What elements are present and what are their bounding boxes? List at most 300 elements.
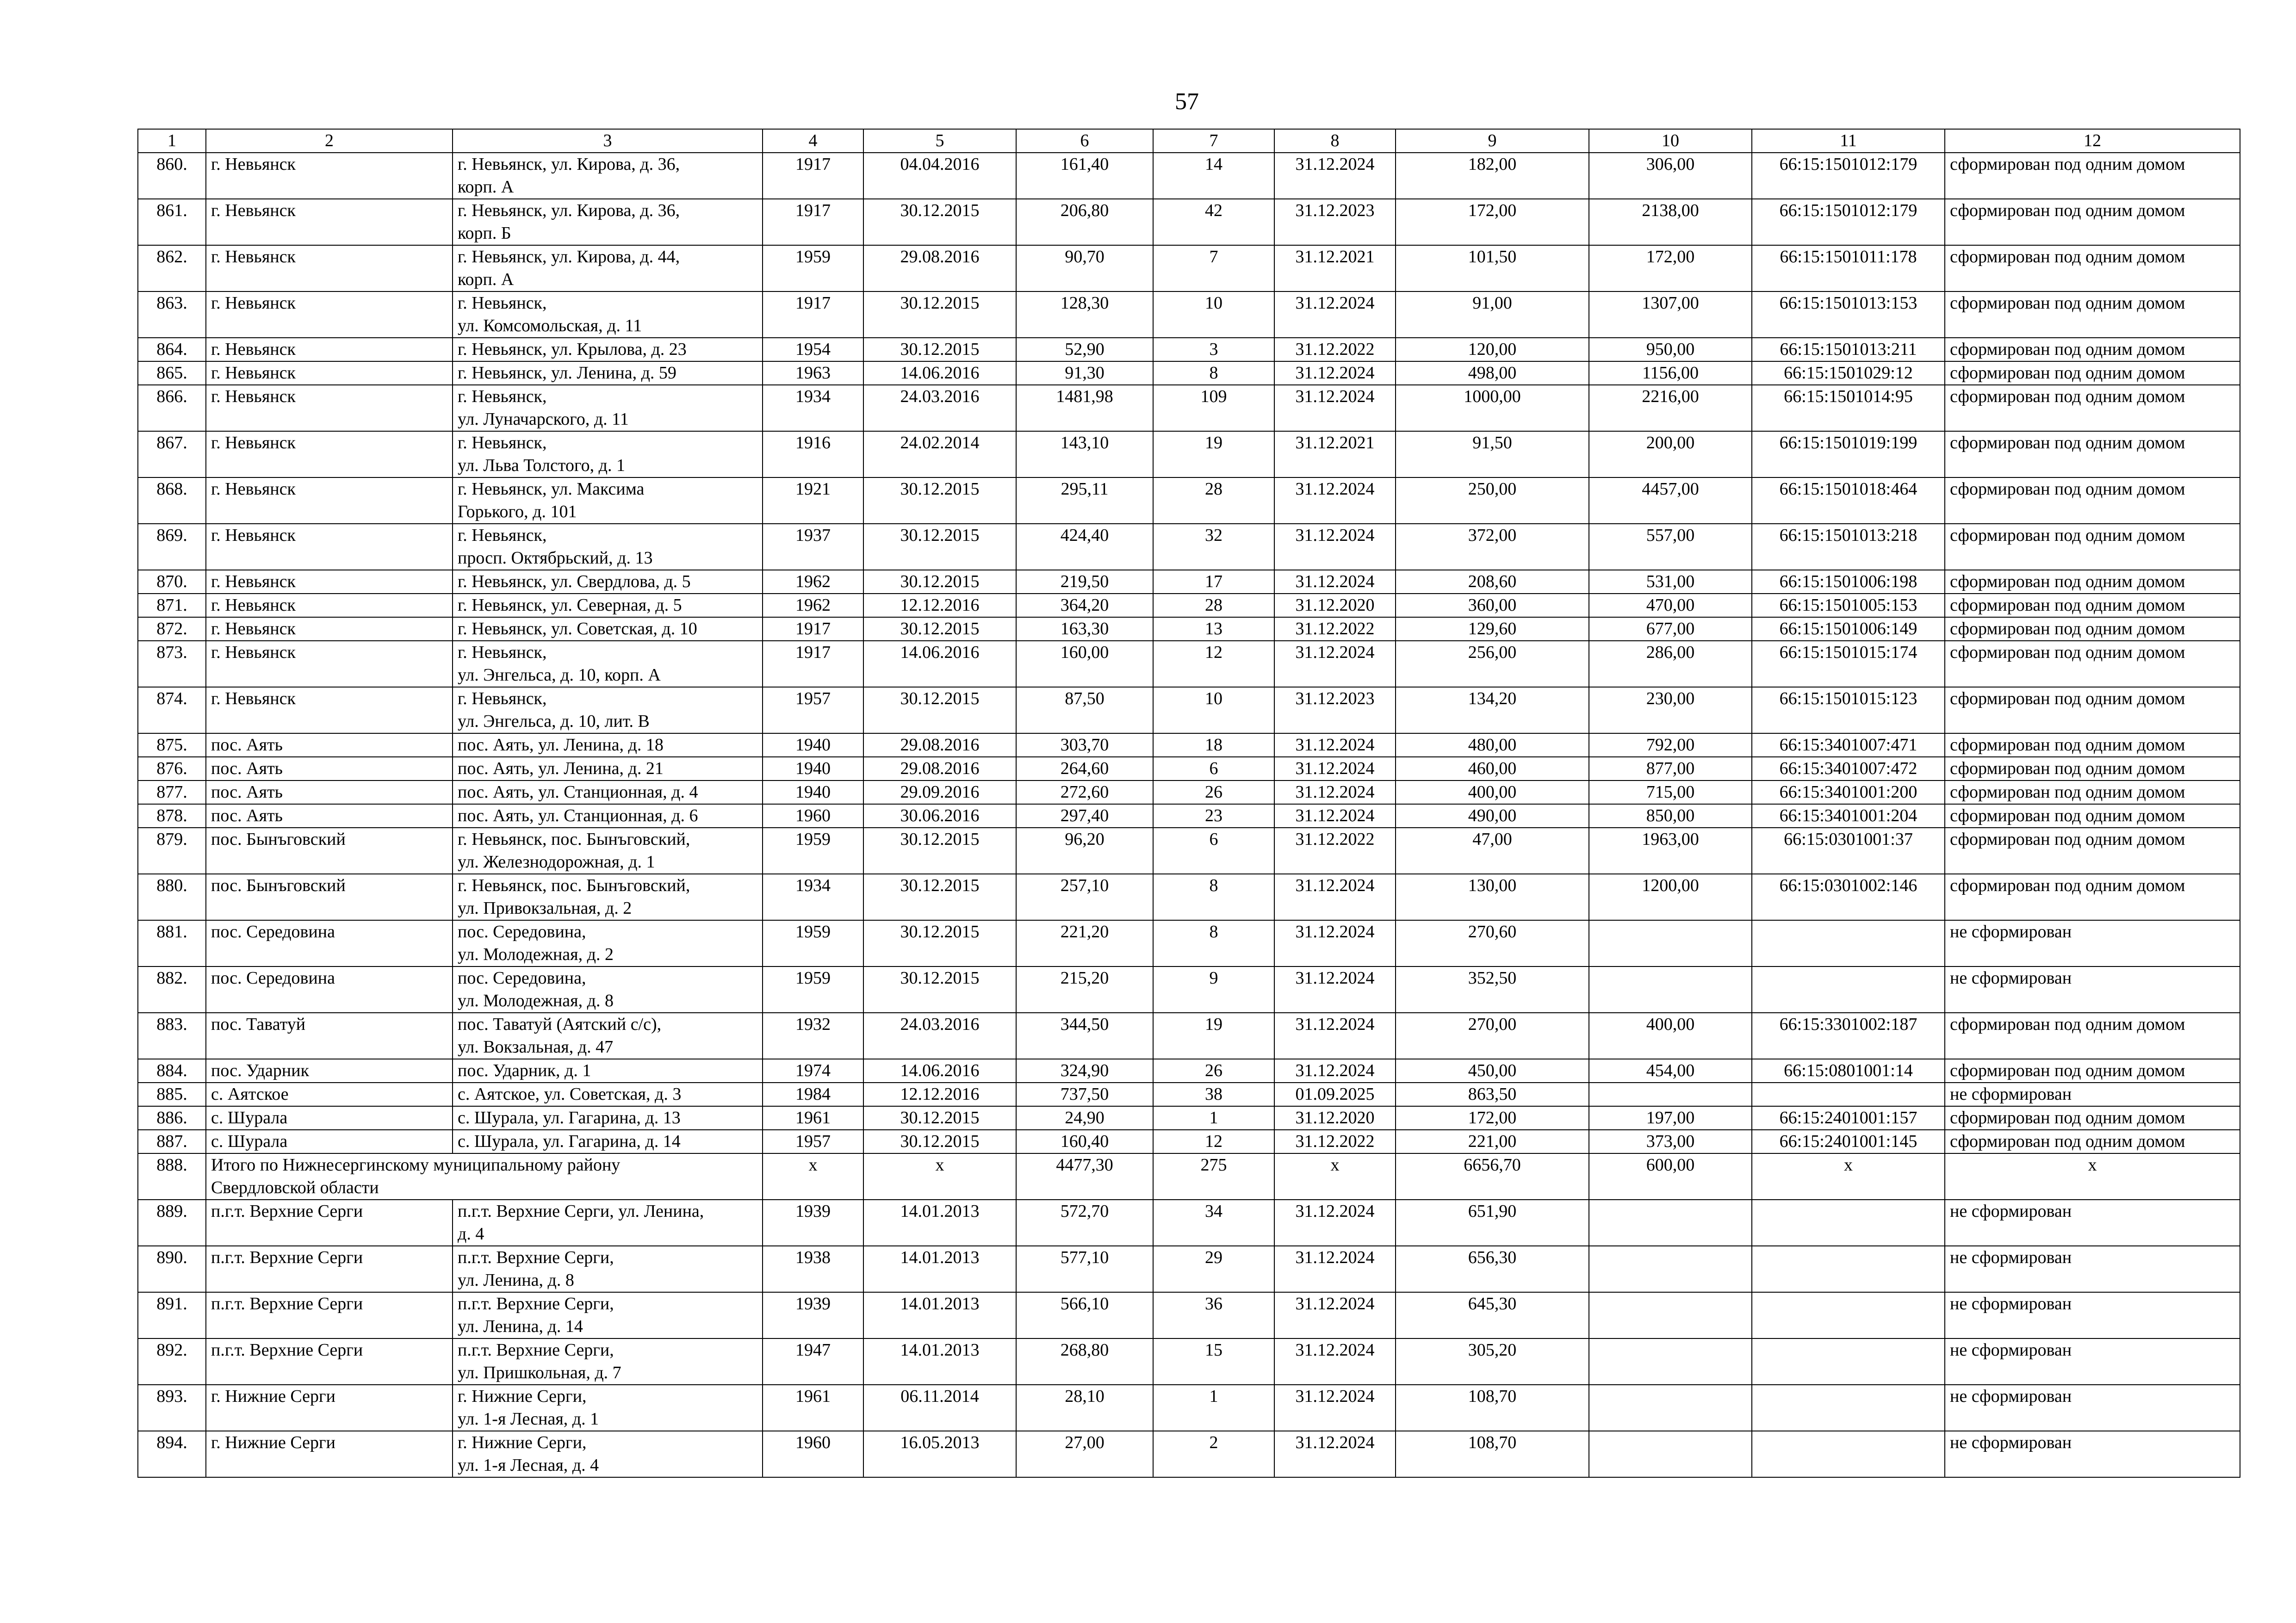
total-row <box>138 1153 2240 1200</box>
cell-row-number: 891. <box>138 1292 206 1338</box>
cell-date: 04.04.2016 <box>863 153 1016 199</box>
cell-cadastral-number: 66:15:1501018:464 <box>1752 477 1945 524</box>
cell-year-built: 1917 <box>763 153 863 199</box>
cell-value-9: 172,00 <box>1396 1106 1589 1130</box>
cell-year-built: 1939 <box>763 1292 863 1338</box>
cell-value-9: 270,60 <box>1396 920 1589 966</box>
cell-value-10: 286,00 <box>1589 641 1752 687</box>
cell-residents: 26 <box>1153 781 1274 804</box>
cell-cadastral-number <box>1752 1292 1945 1338</box>
cell-value-9: 656,30 <box>1396 1246 1589 1292</box>
cell-residents: 12 <box>1153 641 1274 687</box>
cell-value-10 <box>1589 1246 1752 1292</box>
cell-deadline: 31.12.2024 <box>1274 1200 1396 1246</box>
cell-cadastral-number: 66:15:3301002:187 <box>1752 1013 1945 1059</box>
cell-row-number: 862. <box>138 245 206 291</box>
cell-address: г. Невьянск, ул. Кирова, д. 36, корп. Б <box>453 199 763 245</box>
table-row <box>138 1130 2240 1153</box>
cell-address: с. Шурала, ул. Гагарина, д. 14 <box>453 1130 763 1153</box>
cell-year-built: 1940 <box>763 733 863 757</box>
cell-address: п.г.т. Верхние Серги, ул. Пришкольная, д. 7 <box>453 1338 763 1385</box>
cell-deadline: 31.12.2020 <box>1274 1106 1396 1130</box>
column-header: 5 <box>863 129 1016 153</box>
cell-cadastral-number: 66:15:1501015:174 <box>1752 641 1945 687</box>
cell-year-built: 1959 <box>763 828 863 874</box>
cell-residents: 29 <box>1153 1246 1274 1292</box>
cell-value-10: 2216,00 <box>1589 385 1752 431</box>
cell-area: 143,10 <box>1016 431 1153 477</box>
cell-value-9: 130,00 <box>1396 874 1589 920</box>
cell-value-9: 645,30 <box>1396 1292 1589 1338</box>
cell-cadastral-number: 66:15:1501015:123 <box>1752 687 1945 733</box>
cell-address: п.г.т. Верхние Серги, ул. Ленина, д. 4 <box>453 1200 763 1246</box>
cell-settlement: пос. Бынъговский <box>206 828 453 874</box>
cell-deadline: 31.12.2024 <box>1274 1385 1396 1431</box>
cell-date: 30.12.2015 <box>863 338 1016 361</box>
cell-row-number: 886. <box>138 1106 206 1130</box>
cell-row-number: 879. <box>138 828 206 874</box>
cell-residents: 14 <box>1153 153 1274 199</box>
cell-land-status: сформирован под одним домом <box>1945 338 2240 361</box>
cell-residents: 17 <box>1153 570 1274 594</box>
cell-settlement: с. Аятское <box>206 1083 453 1106</box>
cell-value-10 <box>1589 1200 1752 1246</box>
column-header: 4 <box>763 129 863 153</box>
total-cadastral-number: x <box>1752 1153 1945 1200</box>
cell-value-9: 134,20 <box>1396 687 1589 733</box>
cell-row-number: 873. <box>138 641 206 687</box>
cell-land-status: не сформирован <box>1945 920 2240 966</box>
cell-row-number: 861. <box>138 199 206 245</box>
total-residents: 275 <box>1153 1153 1274 1200</box>
cell-value-9: 305,20 <box>1396 1338 1589 1385</box>
table-row <box>138 757 2240 781</box>
cell-area: 566,10 <box>1016 1292 1153 1338</box>
table-row <box>138 828 2240 874</box>
cell-deadline: 31.12.2020 <box>1274 594 1396 617</box>
cell-residents: 13 <box>1153 617 1274 641</box>
cell-residents: 8 <box>1153 361 1274 385</box>
cell-area: 28,10 <box>1016 1385 1153 1431</box>
cell-year-built: 1932 <box>763 1013 863 1059</box>
cell-cadastral-number: 66:15:0301001:37 <box>1752 828 1945 874</box>
cell-cadastral-number: 66:15:1501013:218 <box>1752 524 1945 570</box>
table-row <box>138 617 2240 641</box>
total-date: x <box>863 1153 1016 1200</box>
cell-address: пос. Середовина, ул. Молодежная, д. 2 <box>453 920 763 966</box>
table-row <box>138 920 2240 966</box>
column-header: 1 <box>138 129 206 153</box>
cell-year-built: 1959 <box>763 245 863 291</box>
cell-residents: 10 <box>1153 687 1274 733</box>
cell-value-10 <box>1589 1338 1752 1385</box>
cell-year-built: 1940 <box>763 781 863 804</box>
cell-address: г. Нижние Серги, ул. 1-я Лесная, д. 4 <box>453 1431 763 1477</box>
cell-residents: 34 <box>1153 1200 1274 1246</box>
cell-value-10: 950,00 <box>1589 338 1752 361</box>
cell-value-10: 400,00 <box>1589 1013 1752 1059</box>
cell-residents: 28 <box>1153 477 1274 524</box>
header-row <box>138 129 2240 153</box>
cell-row-number: 894. <box>138 1431 206 1477</box>
cell-settlement: г. Невьянск <box>206 199 453 245</box>
cell-deadline: 31.12.2023 <box>1274 687 1396 733</box>
cell-land-status: не сформирован <box>1945 1292 2240 1338</box>
cell-cadastral-number: 66:15:3401001:200 <box>1752 781 1945 804</box>
cell-address: г. Невьянск, ул. Ленина, д. 59 <box>453 361 763 385</box>
cell-deadline: 31.12.2022 <box>1274 617 1396 641</box>
cell-land-status: сформирован под одним домом <box>1945 1059 2240 1083</box>
cell-land-status: не сформирован <box>1945 1431 2240 1477</box>
cell-row-number: 878. <box>138 804 206 828</box>
cell-address: г. Невьянск, ул. Северная, д. 5 <box>453 594 763 617</box>
cell-deadline: 31.12.2024 <box>1274 804 1396 828</box>
cell-area: 364,20 <box>1016 594 1153 617</box>
column-header: 12 <box>1945 129 2240 153</box>
cell-area: 160,00 <box>1016 641 1153 687</box>
cell-area: 324,90 <box>1016 1059 1153 1083</box>
cell-year-built: 1960 <box>763 1431 863 1477</box>
cell-address: пос. Таватуй (Аятский с/с), ул. Вокзальная, д. 47 <box>453 1013 763 1059</box>
cell-residents: 1 <box>1153 1385 1274 1431</box>
cell-deadline: 31.12.2024 <box>1274 1246 1396 1292</box>
cell-value-9: 108,70 <box>1396 1385 1589 1431</box>
cell-cadastral-number: 66:15:1501013:153 <box>1752 291 1945 338</box>
cell-cadastral-number <box>1752 1200 1945 1246</box>
column-header: 11 <box>1752 129 1945 153</box>
table-row <box>138 431 2240 477</box>
cell-date: 14.06.2016 <box>863 361 1016 385</box>
cell-residents: 6 <box>1153 757 1274 781</box>
cell-cadastral-number: 66:15:1501005:153 <box>1752 594 1945 617</box>
table-row <box>138 199 2240 245</box>
cell-settlement: г. Невьянск <box>206 431 453 477</box>
cell-row-number: 863. <box>138 291 206 338</box>
cell-deadline: 31.12.2024 <box>1274 733 1396 757</box>
cell-value-9: 182,00 <box>1396 153 1589 199</box>
cell-row-number: 884. <box>138 1059 206 1083</box>
cell-value-9: 460,00 <box>1396 757 1589 781</box>
cell-settlement: г. Невьянск <box>206 641 453 687</box>
cell-address: г. Невьянск, ул. Энгельса, д. 10, лит. В <box>453 687 763 733</box>
cell-area: 161,40 <box>1016 153 1153 199</box>
cell-area: 572,70 <box>1016 1200 1153 1246</box>
cell-value-10 <box>1589 966 1752 1013</box>
cell-residents: 6 <box>1153 828 1274 874</box>
table-row <box>138 1246 2240 1292</box>
cell-row-number: 875. <box>138 733 206 757</box>
table-row <box>138 361 2240 385</box>
cell-year-built: 1917 <box>763 291 863 338</box>
cell-value-10 <box>1589 1431 1752 1477</box>
cell-date: 30.12.2015 <box>863 477 1016 524</box>
cell-cadastral-number <box>1752 1338 1945 1385</box>
cell-land-status: сформирован под одним домом <box>1945 361 2240 385</box>
cell-cadastral-number: 66:15:0801001:14 <box>1752 1059 1945 1083</box>
cell-deadline: 31.12.2024 <box>1274 1338 1396 1385</box>
cell-value-9: 863,50 <box>1396 1083 1589 1106</box>
cell-year-built: 1954 <box>763 338 863 361</box>
cell-area: 272,60 <box>1016 781 1153 804</box>
cell-residents: 19 <box>1153 431 1274 477</box>
cell-value-9: 450,00 <box>1396 1059 1589 1083</box>
cell-year-built: 1960 <box>763 804 863 828</box>
cell-date: 14.01.2013 <box>863 1292 1016 1338</box>
cell-area: 1481,98 <box>1016 385 1153 431</box>
cell-value-9: 129,60 <box>1396 617 1589 641</box>
cell-year-built: 1961 <box>763 1385 863 1431</box>
cell-year-built: 1917 <box>763 617 863 641</box>
table-row <box>138 1338 2240 1385</box>
housing-registry-table <box>137 129 2240 1478</box>
cell-settlement: п.г.т. Верхние Серги <box>206 1338 453 1385</box>
cell-date: 30.12.2015 <box>863 874 1016 920</box>
cell-cadastral-number: 66:15:1501012:179 <box>1752 153 1945 199</box>
cell-value-9: 498,00 <box>1396 361 1589 385</box>
column-header: 3 <box>453 129 763 153</box>
column-header: 6 <box>1016 129 1153 153</box>
cell-value-9: 101,50 <box>1396 245 1589 291</box>
column-header: 8 <box>1274 129 1396 153</box>
cell-value-9: 1000,00 <box>1396 385 1589 431</box>
cell-value-10 <box>1589 920 1752 966</box>
cell-deadline: 31.12.2024 <box>1274 757 1396 781</box>
table-row <box>138 733 2240 757</box>
cell-date: 14.01.2013 <box>863 1200 1016 1246</box>
table-row <box>138 641 2240 687</box>
cell-value-9: 270,00 <box>1396 1013 1589 1059</box>
cell-land-status: сформирован под одним домом <box>1945 641 2240 687</box>
cell-deadline: 31.12.2024 <box>1274 1059 1396 1083</box>
column-header: 7 <box>1153 129 1274 153</box>
table-row <box>138 1013 2240 1059</box>
cell-area: 91,30 <box>1016 361 1153 385</box>
cell-year-built: 1957 <box>763 1130 863 1153</box>
cell-residents: 109 <box>1153 385 1274 431</box>
cell-row-number: 865. <box>138 361 206 385</box>
cell-row-number: 890. <box>138 1246 206 1292</box>
cell-row-number: 874. <box>138 687 206 733</box>
cell-address: г. Невьянск, ул. Льва Толстого, д. 1 <box>453 431 763 477</box>
cell-land-status: сформирован под одним домом <box>1945 781 2240 804</box>
cell-cadastral-number: 66:15:1501014:95 <box>1752 385 1945 431</box>
cell-row-number: 864. <box>138 338 206 361</box>
cell-settlement: г. Невьянск <box>206 338 453 361</box>
cell-date: 30.12.2015 <box>863 828 1016 874</box>
cell-value-9: 352,50 <box>1396 966 1589 1013</box>
cell-value-9: 47,00 <box>1396 828 1589 874</box>
cell-area: 219,50 <box>1016 570 1153 594</box>
cell-value-10: 197,00 <box>1589 1106 1752 1130</box>
table-row <box>138 385 2240 431</box>
cell-settlement: г. Невьянск <box>206 291 453 338</box>
cell-area: 87,50 <box>1016 687 1153 733</box>
cell-date: 16.05.2013 <box>863 1431 1016 1477</box>
cell-value-10: 850,00 <box>1589 804 1752 828</box>
cell-date: 30.12.2015 <box>863 920 1016 966</box>
cell-year-built: 1917 <box>763 199 863 245</box>
cell-residents: 19 <box>1153 1013 1274 1059</box>
cell-value-10: 792,00 <box>1589 733 1752 757</box>
total-value-10: 600,00 <box>1589 1153 1752 1200</box>
cell-cadastral-number: 66:15:2401001:145 <box>1752 1130 1945 1153</box>
cell-value-9: 400,00 <box>1396 781 1589 804</box>
cell-date: 30.12.2015 <box>863 524 1016 570</box>
cell-settlement: п.г.т. Верхние Серги <box>206 1292 453 1338</box>
cell-area: 424,40 <box>1016 524 1153 570</box>
cell-cadastral-number: 66:15:3401007:471 <box>1752 733 1945 757</box>
cell-date: 06.11.2014 <box>863 1385 1016 1431</box>
cell-settlement: г. Невьянск <box>206 361 453 385</box>
cell-date: 24.02.2014 <box>863 431 1016 477</box>
cell-address: с. Аятское, ул. Советская, д. 3 <box>453 1083 763 1106</box>
cell-land-status: сформирован под одним домом <box>1945 733 2240 757</box>
cell-land-status: сформирован под одним домом <box>1945 1106 2240 1130</box>
cell-land-status: не сформирован <box>1945 966 2240 1013</box>
cell-value-10 <box>1589 1385 1752 1431</box>
cell-deadline: 31.12.2024 <box>1274 641 1396 687</box>
cell-row-number: 881. <box>138 920 206 966</box>
table-row <box>138 570 2240 594</box>
cell-address: г. Невьянск, ул. Энгельса, д. 10, корп. А <box>453 641 763 687</box>
cell-residents: 2 <box>1153 1431 1274 1477</box>
cell-cadastral-number: 66:15:1501011:178 <box>1752 245 1945 291</box>
cell-value-9: 250,00 <box>1396 477 1589 524</box>
cell-settlement: п.г.т. Верхние Серги <box>206 1200 453 1246</box>
cell-row-number: 872. <box>138 617 206 641</box>
cell-land-status: не сформирован <box>1945 1246 2240 1292</box>
cell-area: 90,70 <box>1016 245 1153 291</box>
cell-land-status: сформирован под одним домом <box>1945 245 2240 291</box>
cell-settlement: г. Невьянск <box>206 153 453 199</box>
cell-value-9: 91,00 <box>1396 291 1589 338</box>
cell-value-9: 490,00 <box>1396 804 1589 828</box>
cell-residents: 36 <box>1153 1292 1274 1338</box>
cell-year-built: 1917 <box>763 641 863 687</box>
cell-settlement: п.г.т. Верхние Серги <box>206 1246 453 1292</box>
cell-land-status: сформирован под одним домом <box>1945 570 2240 594</box>
cell-settlement: с. Шурала <box>206 1130 453 1153</box>
cell-value-9: 91,50 <box>1396 431 1589 477</box>
cell-area: 24,90 <box>1016 1106 1153 1130</box>
cell-area: 160,40 <box>1016 1130 1153 1153</box>
cell-row-number: 882. <box>138 966 206 1013</box>
cell-settlement: пос. Таватуй <box>206 1013 453 1059</box>
cell-cadastral-number: 66:15:1501029:12 <box>1752 361 1945 385</box>
cell-cadastral-number <box>1752 1246 1945 1292</box>
cell-deadline: 31.12.2021 <box>1274 431 1396 477</box>
cell-deadline: 31.12.2022 <box>1274 828 1396 874</box>
cell-value-10: 470,00 <box>1589 594 1752 617</box>
cell-settlement: с. Шурала <box>206 1106 453 1130</box>
cell-land-status: сформирован под одним домом <box>1945 153 2240 199</box>
cell-address: п.г.т. Верхние Серги, ул. Ленина, д. 14 <box>453 1292 763 1338</box>
cell-settlement: пос. Аять <box>206 733 453 757</box>
table-row <box>138 966 2240 1013</box>
table-row <box>138 1200 2240 1246</box>
cell-cadastral-number: 66:15:1501006:149 <box>1752 617 1945 641</box>
cell-area: 206,80 <box>1016 199 1153 245</box>
cell-residents: 10 <box>1153 291 1274 338</box>
cell-row-number: 868. <box>138 477 206 524</box>
cell-residents: 28 <box>1153 594 1274 617</box>
cell-date: 29.08.2016 <box>863 733 1016 757</box>
table-body <box>138 153 2240 1477</box>
cell-land-status: сформирован под одним домом <box>1945 617 2240 641</box>
cell-residents: 15 <box>1153 1338 1274 1385</box>
cell-residents: 42 <box>1153 199 1274 245</box>
cell-area: 257,10 <box>1016 874 1153 920</box>
cell-year-built: 1963 <box>763 361 863 385</box>
cell-date: 30.12.2015 <box>863 199 1016 245</box>
cell-address: г. Невьянск, пос. Бынъговский, ул. Железнодорожная, д. 1 <box>453 828 763 874</box>
cell-settlement: пос. Ударник <box>206 1059 453 1083</box>
cell-area: 297,40 <box>1016 804 1153 828</box>
table-row <box>138 687 2240 733</box>
cell-deadline: 31.12.2024 <box>1274 570 1396 594</box>
cell-address: г. Невьянск, ул. Луначарского, д. 11 <box>453 385 763 431</box>
cell-deadline: 01.09.2025 <box>1274 1083 1396 1106</box>
cell-settlement: г. Невьянск <box>206 385 453 431</box>
cell-year-built: 1957 <box>763 687 863 733</box>
cell-residents: 7 <box>1153 245 1274 291</box>
table-row <box>138 338 2240 361</box>
cell-residents: 32 <box>1153 524 1274 570</box>
cell-deadline: 31.12.2024 <box>1274 966 1396 1013</box>
cell-value-10: 557,00 <box>1589 524 1752 570</box>
cell-area: 27,00 <box>1016 1431 1153 1477</box>
cell-value-10: 877,00 <box>1589 757 1752 781</box>
cell-value-10: 230,00 <box>1589 687 1752 733</box>
cell-year-built: 1921 <box>763 477 863 524</box>
cell-residents: 3 <box>1153 338 1274 361</box>
total-year-built: x <box>763 1153 863 1200</box>
cell-value-10: 4457,00 <box>1589 477 1752 524</box>
cell-date: 30.12.2015 <box>863 1130 1016 1153</box>
cell-year-built: 1984 <box>763 1083 863 1106</box>
cell-address: г. Невьянск, ул. Крылова, д. 23 <box>453 338 763 361</box>
cell-residents: 9 <box>1153 966 1274 1013</box>
cell-row-number: 885. <box>138 1083 206 1106</box>
cell-settlement: пос. Аять <box>206 804 453 828</box>
cell-address: г. Невьянск, ул. Комсомольская, д. 11 <box>453 291 763 338</box>
cell-row-number: 889. <box>138 1200 206 1246</box>
cell-year-built: 1947 <box>763 1338 863 1385</box>
cell-year-built: 1937 <box>763 524 863 570</box>
table-row <box>138 1106 2240 1130</box>
table-row <box>138 594 2240 617</box>
cell-area: 96,20 <box>1016 828 1153 874</box>
cell-value-10: 306,00 <box>1589 153 1752 199</box>
cell-address: п.г.т. Верхние Серги, ул. Ленина, д. 8 <box>453 1246 763 1292</box>
cell-address: г. Невьянск, просп. Октябрьский, д. 13 <box>453 524 763 570</box>
cell-row-number: 876. <box>138 757 206 781</box>
cell-settlement: г. Невьянск <box>206 477 453 524</box>
cell-date: 30.12.2015 <box>863 687 1016 733</box>
cell-value-10: 2138,00 <box>1589 199 1752 245</box>
cell-row-number: 866. <box>138 385 206 431</box>
cell-settlement: пос. Бынъговский <box>206 874 453 920</box>
cell-cadastral-number: 66:15:1501006:198 <box>1752 570 1945 594</box>
cell-address: г. Невьянск, пос. Бынъговский, ул. Привокзальная, д. 2 <box>453 874 763 920</box>
cell-value-10: 715,00 <box>1589 781 1752 804</box>
cell-settlement: г. Нижние Серги <box>206 1385 453 1431</box>
table-row <box>138 524 2240 570</box>
total-land-status: x <box>1945 1153 2240 1200</box>
cell-residents: 8 <box>1153 920 1274 966</box>
cell-address: пос. Аять, ул. Ленина, д. 21 <box>453 757 763 781</box>
table-row <box>138 781 2240 804</box>
